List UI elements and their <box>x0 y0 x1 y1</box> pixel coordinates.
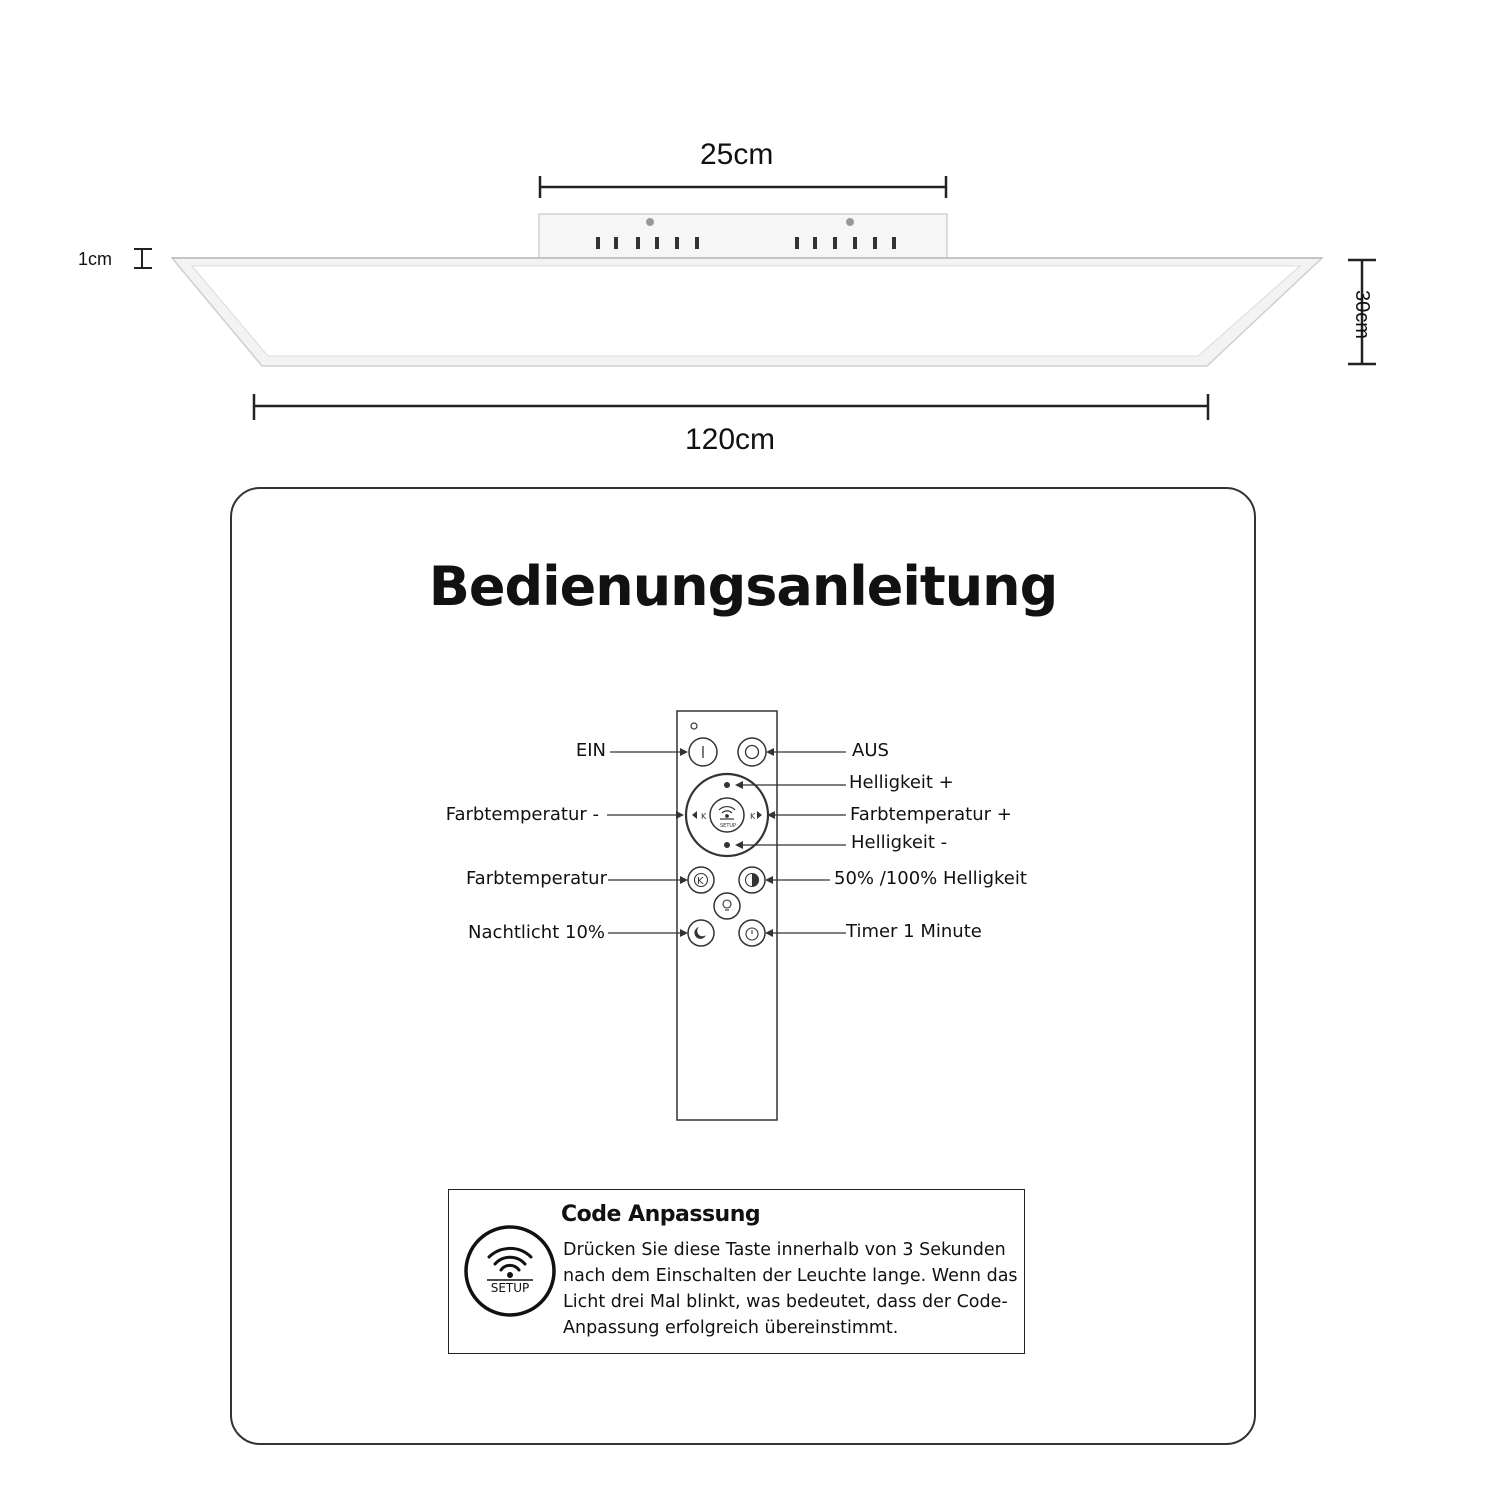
label-color-temp: Farbtemperatur <box>465 868 607 889</box>
setup-icon-label: SETUP <box>490 1281 530 1295</box>
label-timer: Timer 1 Minute <box>846 921 982 942</box>
brightness-up-icon <box>724 782 730 788</box>
code-pairing-text <box>563 1237 1018 1341</box>
bulb-button[interactable] <box>714 893 740 919</box>
mount-width-label: 25cm <box>700 138 774 171</box>
svg-text:K: K <box>750 812 756 821</box>
power-off-button[interactable] <box>738 738 766 766</box>
setup-label: SETUP <box>720 823 737 829</box>
instructions-title: Bedienungsanleitung <box>428 555 1058 618</box>
brightness-toggle-button[interactable] <box>739 867 765 893</box>
night-light-button[interactable] <box>688 920 714 946</box>
label-color-temp-minus: Farbtemperatur - <box>445 804 599 825</box>
code-pairing-title: Code Anpassung <box>561 1202 761 1227</box>
width-label: 30cm <box>1351 290 1373 339</box>
code-pairing-line: Drücken Sie diese Taste innerhalb von 3 Sekunden <box>563 1240 1006 1260</box>
code-pairing-line: Licht drei Mal blinkt, was bedeutet, dass der Code- <box>563 1292 1008 1312</box>
brightness-down-icon <box>724 842 730 848</box>
svg-text:K: K <box>701 812 707 821</box>
timer-button[interactable] <box>739 920 765 946</box>
label-brightness-50-100: 50% /100% Helligkeit <box>834 868 1027 889</box>
svg-text:K: K <box>697 876 704 887</box>
label-brightness-minus: Helligkeit - <box>851 832 948 853</box>
label-brightness-plus: Helligkeit + <box>849 772 954 793</box>
length-label: 120cm <box>685 423 776 456</box>
label-on: EIN <box>575 740 606 761</box>
label-off: AUS <box>852 740 889 761</box>
code-pairing-box <box>448 1189 1025 1354</box>
code-pairing-line: nach dem Einschalten der Leuchte lange. Wenn das <box>563 1266 1018 1286</box>
code-pairing-line: Anpassung erfolgreich übereinstimmt. <box>563 1318 899 1338</box>
thickness-label: 1cm <box>78 249 113 269</box>
power-on-button[interactable] <box>689 738 717 766</box>
label-color-temp-plus: Farbtemperatur + <box>850 804 1012 825</box>
setup-wifi-icon <box>463 1224 557 1318</box>
label-night-light: Nachtlicht 10% <box>468 922 605 943</box>
